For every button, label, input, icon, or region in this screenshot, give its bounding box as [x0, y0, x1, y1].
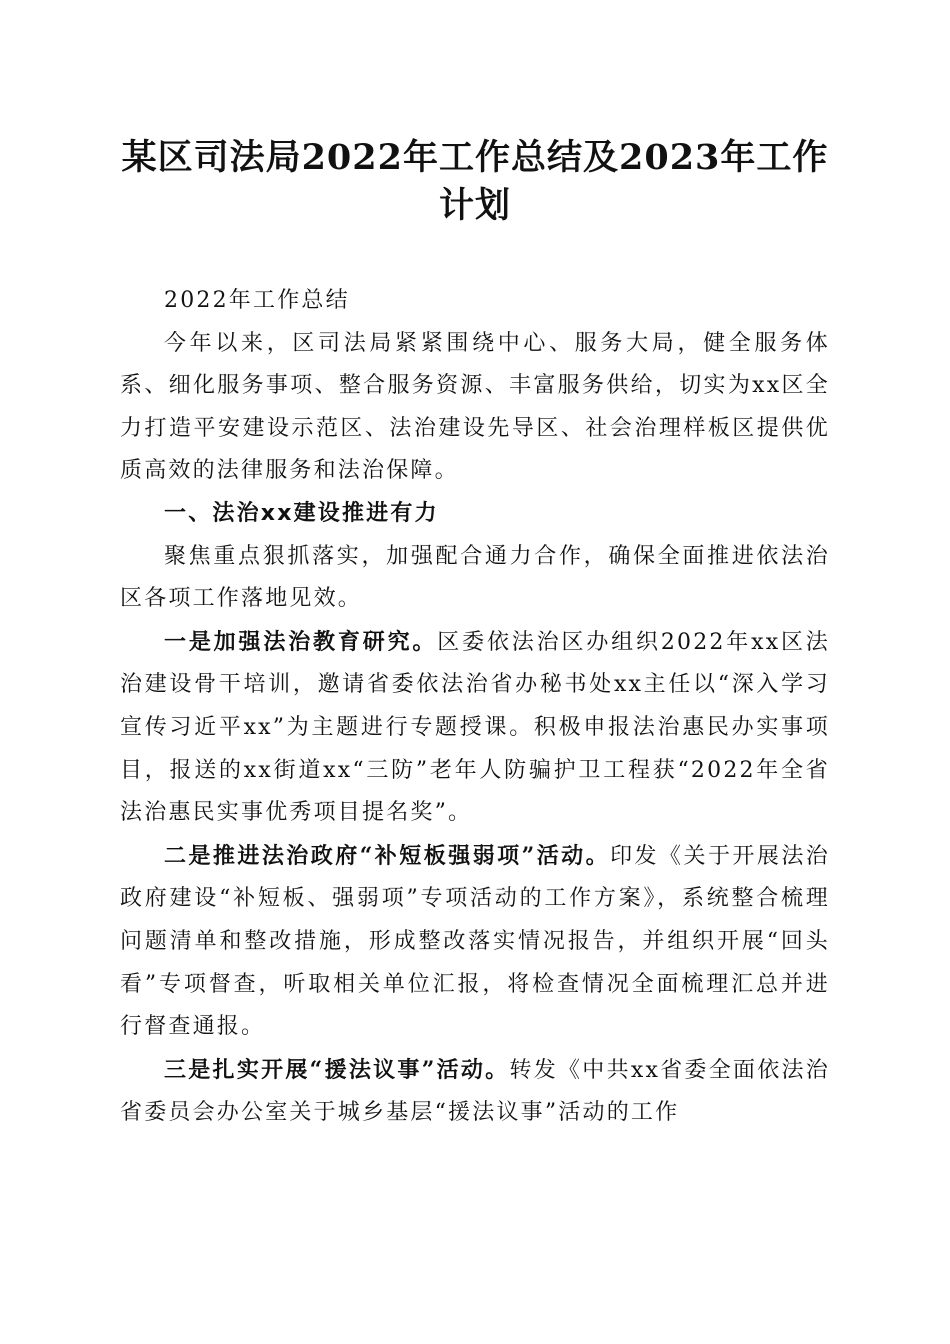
- section-label: 2022年工作总结: [164, 288, 350, 313]
- item-1-paragraph: [120, 621, 830, 835]
- document-body: [120, 280, 830, 1135]
- section-heading-1: 一、法治xx建设推进有力: [164, 500, 439, 526]
- document-title: 某区司法局2022年工作总结及2023年工作计划: [121, 137, 829, 226]
- item-1-lead: 一是加强法治教育研究。: [164, 628, 438, 655]
- section-1-paragraph: 聚焦重点狠抓落实，加强配合通力合作，确保全面推进依法治区各项工作落地见效。: [120, 543, 830, 612]
- item-1-text: 区委依法治区办组织2022年xx区法治建设骨干培训，邀请省委依法治省办秘书处xx主任以“深入学习宣传习近平xx”为主题进行专题授课。积极申报法治惠民办实事项目，报送的xx街道xx“三防”老年人防骗护卫工程获“2022年全省法治惠民实事优秀项目提名奖”。: [120, 629, 831, 826]
- item-3-lead: 三是扎实开展“援法议事”活动。: [164, 1056, 510, 1083]
- item-3-paragraph: [120, 1049, 830, 1135]
- item-2-text: 印发《关于开展法治政府建设“补短板、强弱项”专项活动的工作方案》，系统整合梳理问题清单和整改措施，形成整改落实情况报告，并组织开展“回头看”专项督查，听取相关单位汇报，将检查情况全面梳理汇总并进行督查通报。: [120, 843, 830, 1040]
- item-2-paragraph: [120, 835, 830, 1049]
- item-3-text: 转发《中共xx省委全面依法治省委员会办公室关于城乡基层“援法议事”活动的工作: [120, 1057, 831, 1126]
- item-2-lead: 二是推进法治政府“补短板强弱项”活动。: [164, 842, 611, 869]
- intro-paragraph: 今年以来，区司法局紧紧围绕中心、服务大局，健全服务体系、细化服务事项、整合服务资源、丰富服务供给，切实为xx区全力打造平安建设示范区、法治建设先导区、社会治理样板区提供优质高效的法律服务和法治保障。: [120, 330, 830, 484]
